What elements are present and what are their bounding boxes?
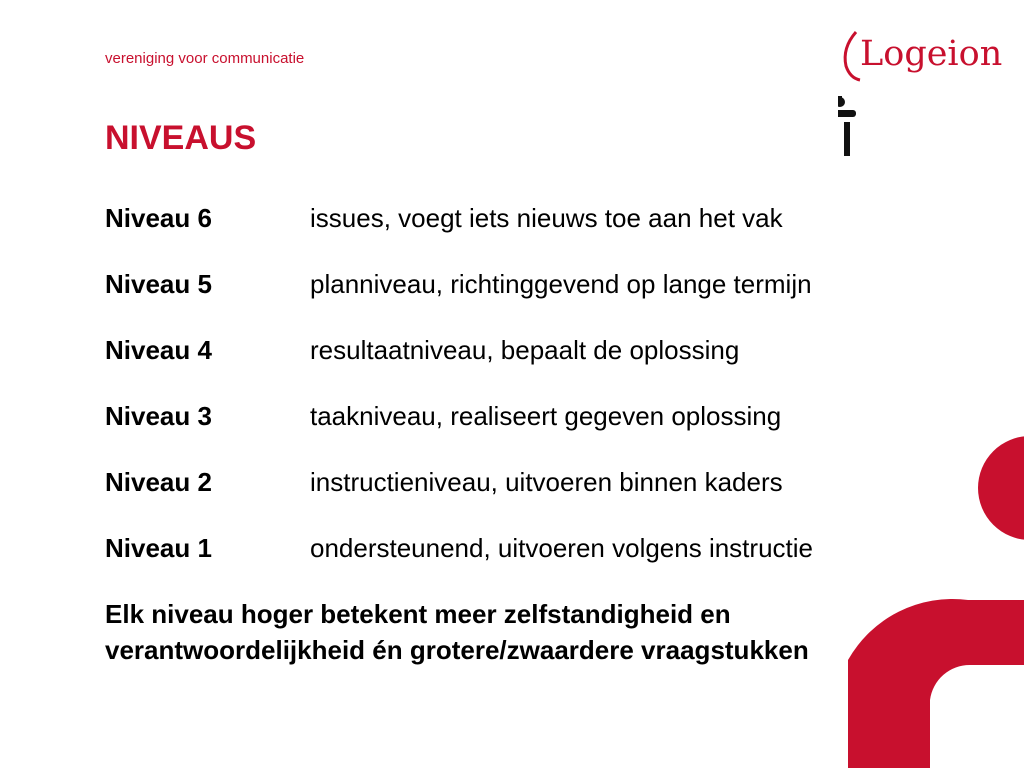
summary-line-1: Elk niveau hoger betekent meer zelfstandigheid en: [105, 599, 731, 629]
list-item: [105, 530, 945, 596]
level-description: instructieniveau, uitvoeren binnen kaders: [310, 467, 783, 497]
level-description: taakniveau, realiseert gegeven oplossing: [310, 401, 782, 431]
logo-wordmark: Logeion: [860, 34, 1003, 74]
level-description: planniveau, richtinggevend op lange termijn: [310, 269, 812, 299]
level-name: Niveau 2: [105, 467, 212, 497]
level-name: Niveau 3: [105, 401, 212, 431]
level-name: Niveau 6: [105, 203, 212, 233]
level-description: resultaatniveau, bepaalt de oplossing: [310, 335, 740, 365]
red-circle-decoration: [978, 436, 1024, 540]
summary-line-2: verantwoordelijkheid én grotere/zwaardere vraagstukken: [105, 635, 809, 665]
level-name: Niveau 1: [105, 533, 212, 563]
level-name: Niveau 4: [105, 335, 212, 365]
summary-text: [105, 596, 965, 668]
logeion-logo: [838, 26, 1008, 162]
list-item: [105, 464, 945, 530]
page-title: NIVEAUS: [105, 119, 257, 157]
list-item: [105, 332, 945, 398]
list-item: [105, 266, 945, 332]
level-description: ondersteunend, uitvoeren volgens instructie: [310, 533, 813, 563]
organization-tagline: vereniging voor communicatie: [105, 50, 305, 67]
level-description: issues, voegt iets nieuws toe aan het vak: [310, 203, 783, 233]
levels-list: [105, 200, 945, 596]
level-name: Niveau 5: [105, 269, 212, 299]
list-item: [105, 398, 945, 464]
list-item: [105, 200, 945, 266]
